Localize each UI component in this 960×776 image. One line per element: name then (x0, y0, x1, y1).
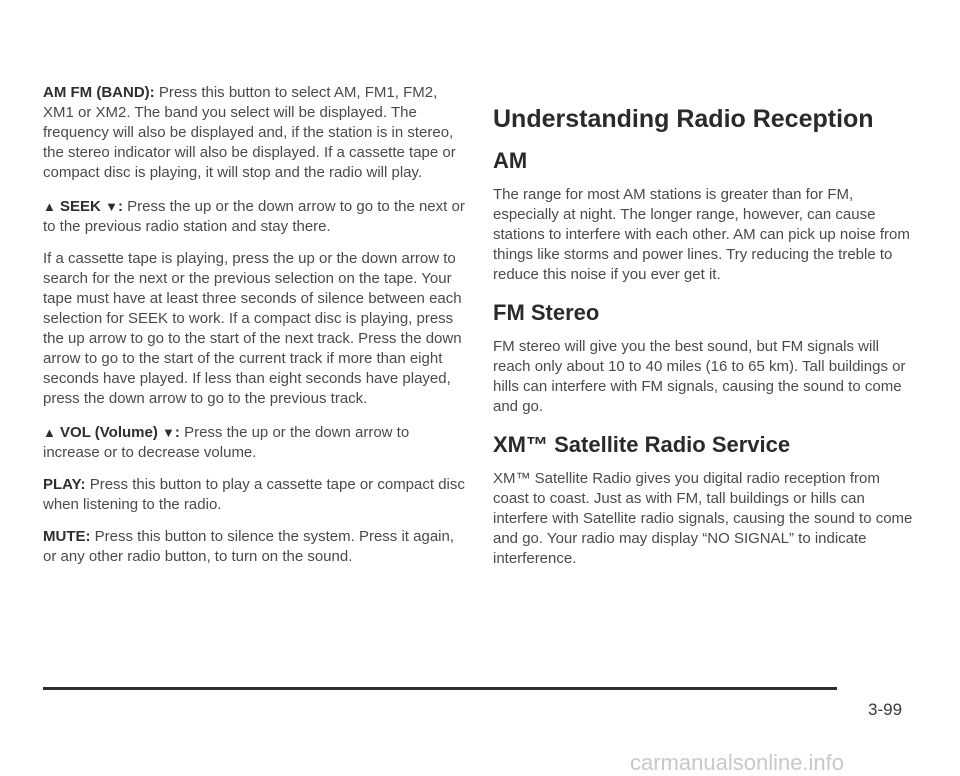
mute-text: Press this button to silence the system. Press it again, or any other radio button, to turn on the sound. (43, 528, 455, 565)
band-text: Press this button to select AM, FM1, FM2, XM1 or XM2. The band you select will be displayed. The frequency will also be displayed and, if the station is in stereo, the stereo indicator will also be displayed. If a cassette tape or compact disc is playing, it will stop and the radio will play. (43, 84, 456, 181)
footer-rule (43, 687, 837, 690)
fm-paragraph: FM stereo will give you the best sound, but FM signals will reach only about 10 to 40 miles (16 to 65 km). Tall buildings or hills can interfere with FM signals, causing the sound to come and go. (493, 338, 906, 415)
page-number: 3-99 (868, 700, 903, 719)
am-heading: AM (493, 148, 528, 173)
seek-paragraph: ▲ SEEK ▼: Press the up or the down arrow to go to the next or to the previous radio station and stay there. (43, 198, 465, 235)
up-arrow-icon: ▲ (43, 425, 56, 440)
fm-heading: FM Stereo (493, 300, 600, 325)
mute-label: MUTE: (43, 528, 91, 545)
play-label: PLAY: (43, 476, 86, 493)
vol-label: VOL (Volume) (60, 424, 158, 441)
play-text: Press this button to play a cassette tape or compact disc when listening to the radio. (43, 476, 465, 513)
left-column (43, 83, 468, 579)
band-paragraph (43, 83, 468, 183)
seek-cassette-paragraph: If a cassette tape is playing, press the up or the down arrow to search for the next or the previous selection on the tape. Your tape must have at least three seconds of silence between each selection for SEEK to work. If a compact disc is playing, press the up arrow to go to the start of the next track. Press the down arrow to go to the start of the current track if more than eight seconds have played. If less than eight seconds have played, press the down arrow to go to the previous track. (43, 250, 462, 407)
seek-text: Press the up or the down arrow to go to the next or to the previous radio station and stay there. (43, 198, 465, 235)
band-label: AM FM (BAND): (43, 84, 155, 101)
watermark: carmanualsonline.info (630, 750, 845, 775)
xm-paragraph: XM™ Satellite Radio gives you digital radio reception from coast to coast. Just as with FM, tall buildings or hills can interfere with Satellite radio signals, causing the sound to come and go. Your radio may display “NO SIGNAL” to indicate interference. (493, 470, 913, 567)
mute-paragraph (43, 527, 468, 567)
xm-heading: XM™ Satellite Radio Service (493, 432, 791, 457)
right-column (493, 103, 918, 581)
section-heading: Understanding Radio Reception (493, 105, 874, 133)
play-paragraph (43, 475, 468, 515)
am-paragraph: The range for most AM stations is greater than for FM, especially at night. The longer range, however, can cause stations to interfere with each other. AM can pick up noise from things like storms and power lines. Try reducing the treble to reduce this noise if you ever get it. (493, 186, 910, 283)
up-arrow-icon: ▲ (43, 199, 56, 214)
down-arrow-icon: ▼ (105, 199, 118, 214)
vol-text: Press the up or the down arrow to increase or to decrease volume. (43, 424, 410, 461)
down-arrow-icon: ▼ (162, 425, 175, 440)
seek-label: SEEK (60, 198, 101, 215)
vol-paragraph: ▲ VOL (Volume) ▼: Press the up or the down arrow to increase or to decrease volume. (43, 424, 410, 461)
